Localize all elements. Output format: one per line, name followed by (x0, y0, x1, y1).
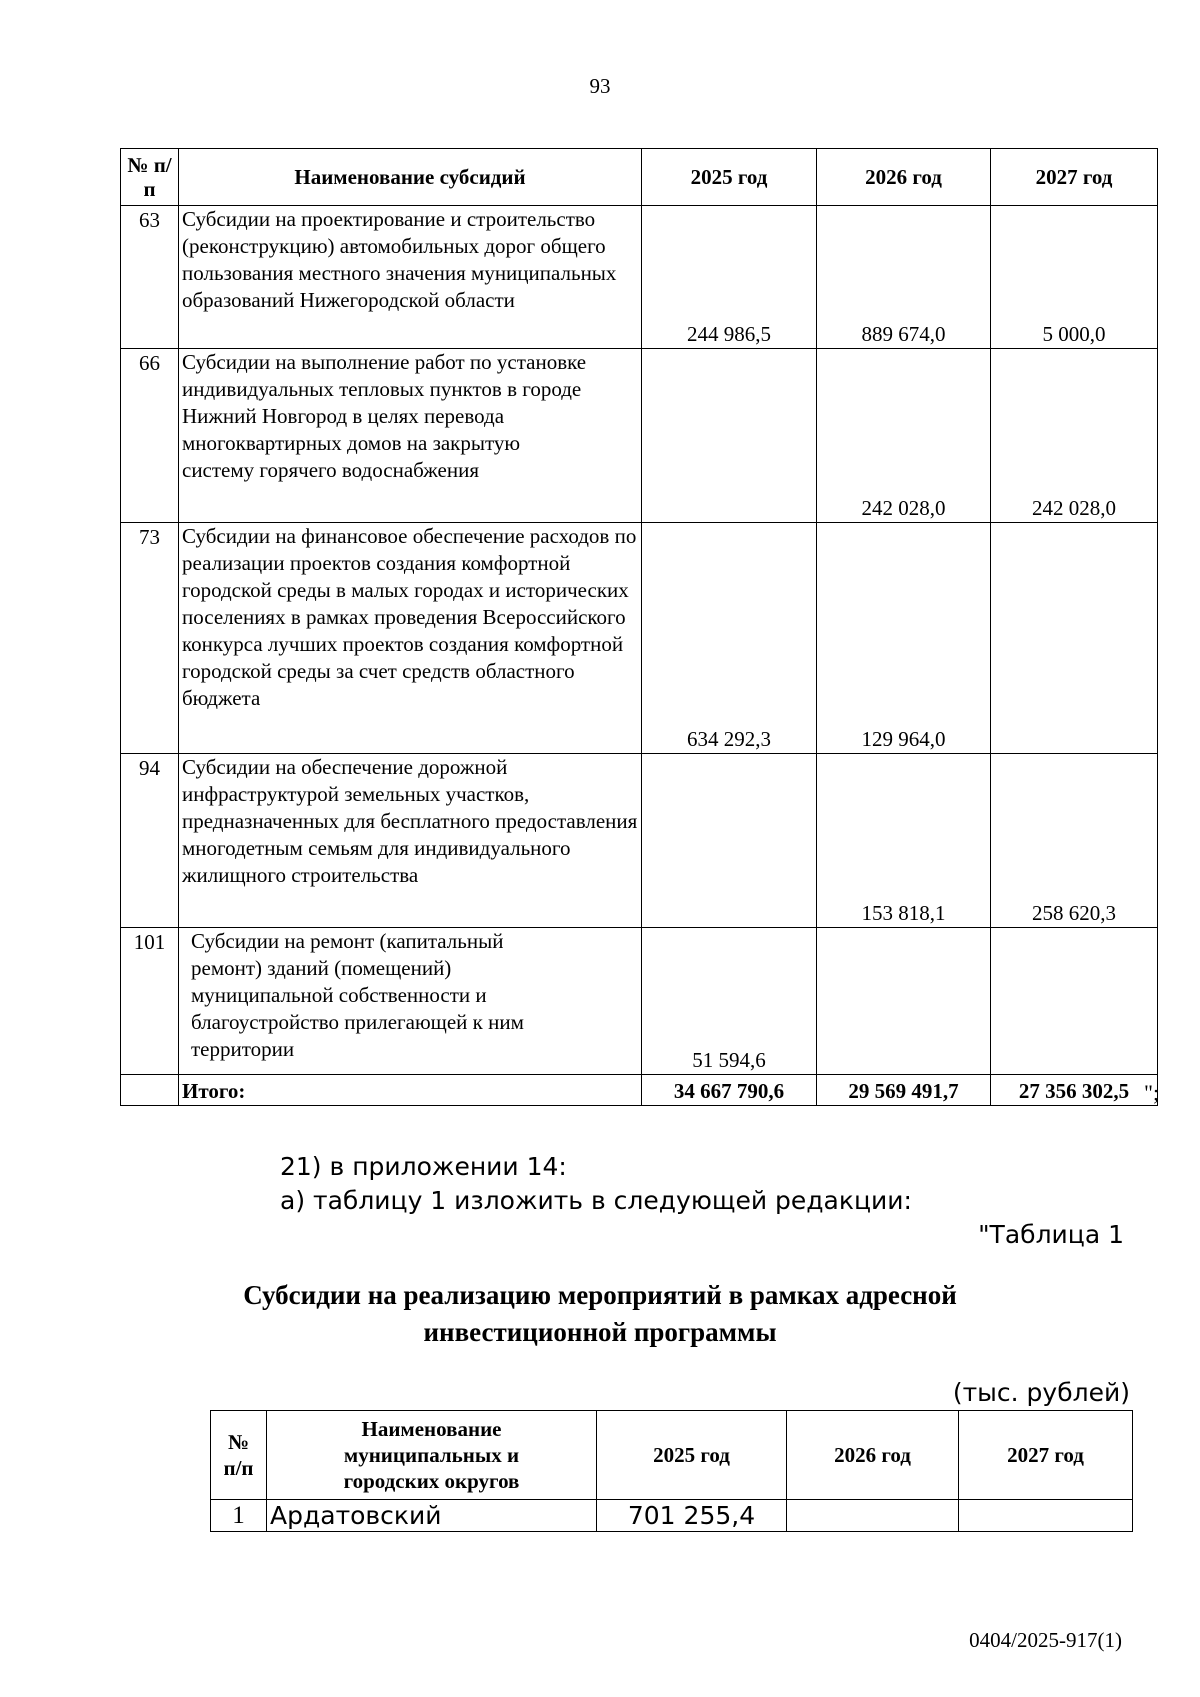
header-2026: 2026 год (787, 1411, 959, 1500)
table-header-row (121, 149, 1158, 206)
row-2025: 634 292,3 (642, 523, 817, 754)
header-name: Наименование муниципальных и городских округов (267, 1411, 597, 1500)
row-2026: 889 674,0 (817, 206, 991, 349)
document-code: 0404/2025-917(1) (969, 1628, 1122, 1652)
table-row (121, 349, 1158, 523)
row-name: Субсидии на ремонт (капитальный ремонт) зданий (помещений) муниципальной собственности и благоустройство прилегающей к ним территории (179, 928, 642, 1075)
row-2026 (787, 1500, 959, 1532)
row-num: 1 (211, 1500, 267, 1532)
row-2027: 242 028,0 (991, 349, 1158, 523)
row-2025 (642, 349, 817, 523)
table-reference: "Таблица 1 (978, 1220, 1124, 1249)
row-num: 101 (121, 928, 179, 1075)
row-name: Субсидии на проектирование и строительство (реконструкцию) автомобильных дорог общего пользования местного значения муниципальных образований Нижегородской области (179, 206, 642, 349)
row-2025: 244 986,5 (642, 206, 817, 349)
row-2026 (817, 928, 991, 1075)
table-title (0, 1277, 1200, 1351)
table-row (121, 206, 1158, 349)
row-2027 (991, 928, 1158, 1075)
investment-table (210, 1410, 1133, 1532)
row-num: 94 (121, 754, 179, 928)
row-2026: 153 818,1 (817, 754, 991, 928)
table-row (211, 1500, 1133, 1532)
table-row (121, 754, 1158, 928)
total-row (121, 1075, 1158, 1106)
paragraph-item: 21) в приложении 14: (280, 1152, 567, 1181)
subsidies-table (120, 148, 1158, 1106)
units-label: (тыс. рублей) (952, 1378, 1130, 1407)
header-name: Наименование субсидий (179, 149, 642, 206)
header-num: № п/п (121, 149, 179, 206)
row-2027 (959, 1500, 1133, 1532)
closing-quote: "; (1144, 1080, 1160, 1105)
title-line-2: инвестиционной программы (423, 1317, 777, 1347)
table-row (121, 928, 1158, 1075)
row-2027 (991, 523, 1158, 754)
header-2027: 2027 год (991, 149, 1158, 206)
row-2026: 242 028,0 (817, 349, 991, 523)
row-name: Ардатовский (267, 1500, 597, 1532)
row-2025: 701 255,4 (597, 1500, 787, 1532)
table-header-row (211, 1411, 1133, 1500)
row-num: 63 (121, 206, 179, 349)
paragraph-subitem: а) таблицу 1 изложить в следующей редакции: (280, 1186, 912, 1215)
row-2027: 5 000,0 (991, 206, 1158, 349)
header-num: № п/п (211, 1411, 267, 1500)
title-line-1: Субсидии на реализацию мероприятий в рамках адресной (243, 1280, 957, 1310)
row-name: Субсидии на обеспечение дорожной инфраструктурой земельных участков, предназначенных для бесплатного предоставления многодетным семьям для индивидуального жилищного строительства (179, 754, 642, 928)
row-name: Субсидии на финансовое обеспечение расходов по реализации проектов создания комфортной городской среды в малых городах и исторических поселениях в рамках проведения Всероссийского конкурса лучших проектов создания комфортной городской среды за счет средств областного бюджета (179, 523, 642, 754)
row-2027: 258 620,3 (991, 754, 1158, 928)
page-number: 93 (589, 74, 611, 98)
total-label: Итого: (179, 1075, 642, 1106)
header-2027: 2027 год (959, 1411, 1133, 1500)
row-num: 66 (121, 349, 179, 523)
total-num (121, 1075, 179, 1106)
row-name: Субсидии на выполнение работ по установке индивидуальных тепловых пунктов в городе Нижний Новгород в целях перевода многоквартирных домов на закрытую систему горячего водоснабжения (179, 349, 642, 523)
total-2026: 29 569 491,7 (817, 1075, 991, 1106)
row-2025 (642, 754, 817, 928)
header-2026: 2026 год (817, 149, 991, 206)
row-num: 73 (121, 523, 179, 754)
header-2025: 2025 год (642, 149, 817, 206)
header-2025: 2025 год (597, 1411, 787, 1500)
table-row (121, 523, 1158, 754)
row-2025: 51 594,6 (642, 928, 817, 1075)
total-2025: 34 667 790,6 (642, 1075, 817, 1106)
total-2027: 27 356 302,5 (991, 1075, 1158, 1106)
row-2026: 129 964,0 (817, 523, 991, 754)
